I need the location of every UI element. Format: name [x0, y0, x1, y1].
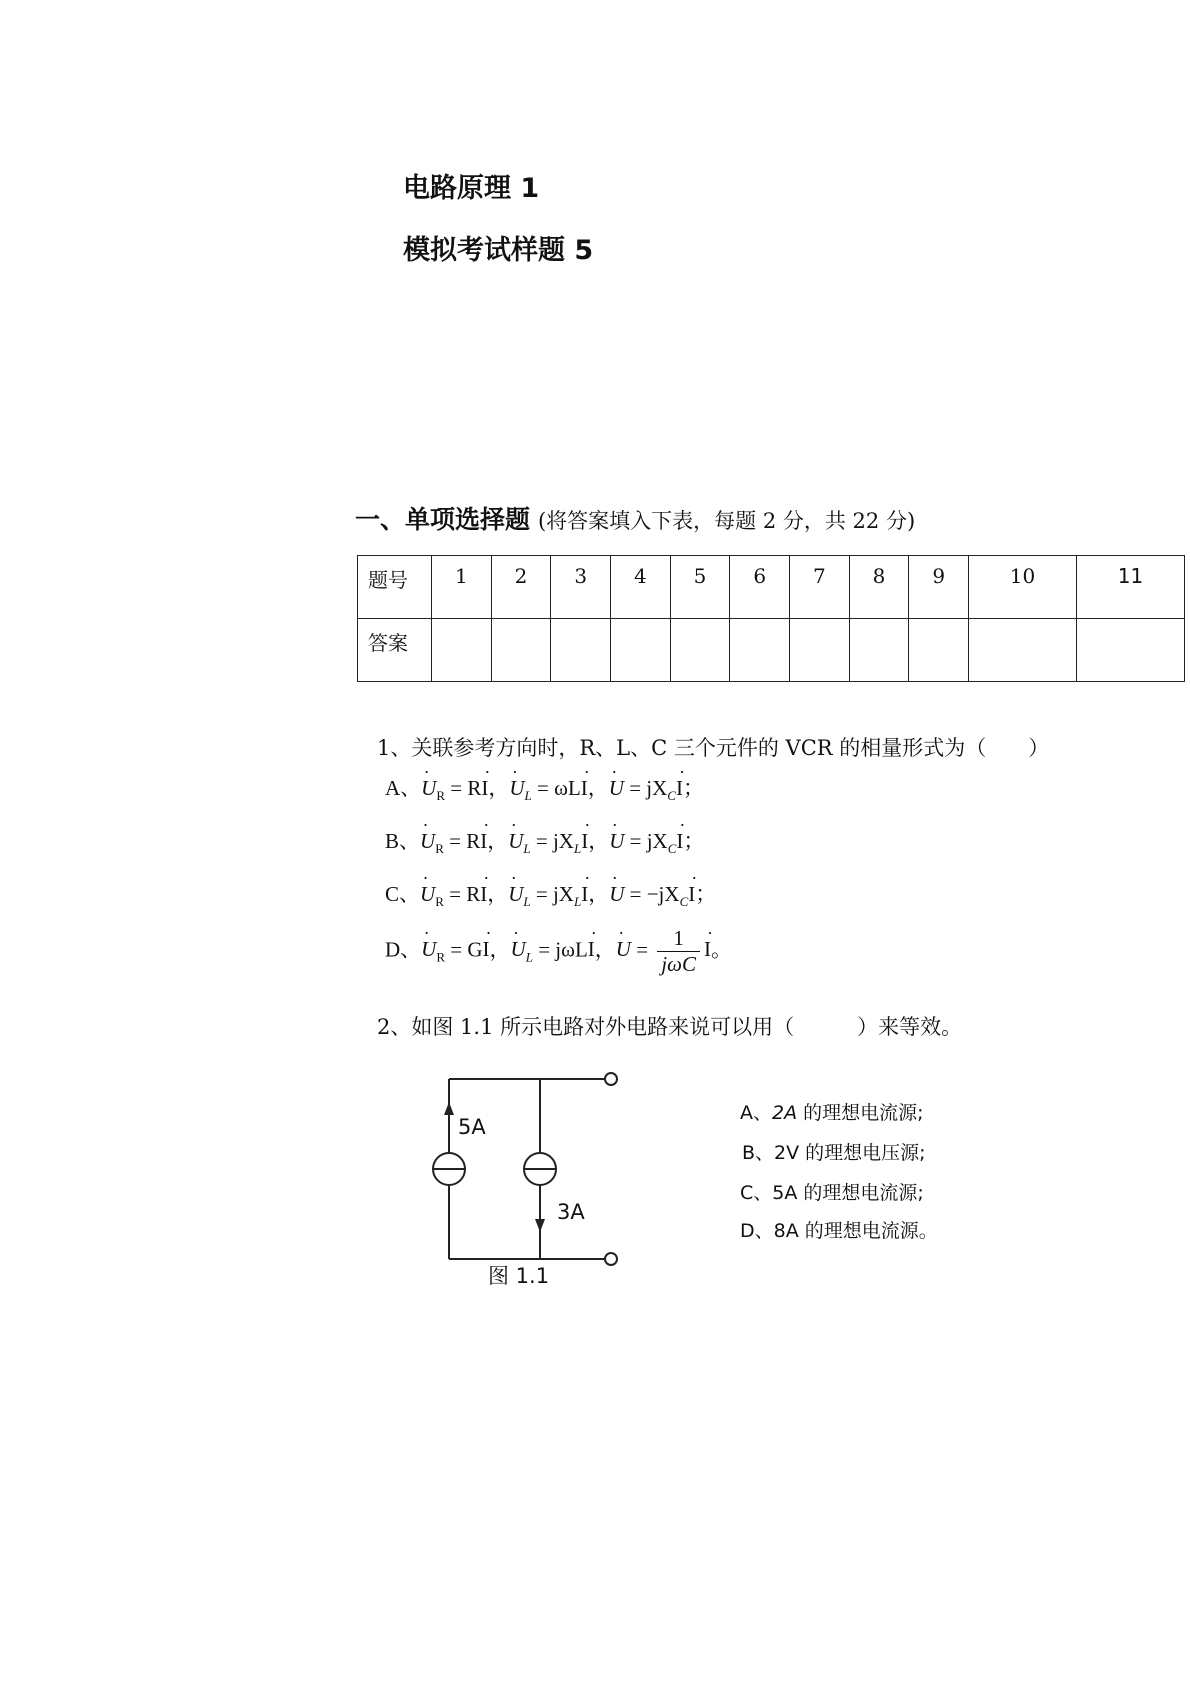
- separator: ，: [588, 829, 610, 853]
- answer-cell[interactable]: [909, 619, 969, 682]
- separator: ，: [594, 937, 616, 962]
- option-prefix: D、: [740, 1220, 774, 1242]
- subscript: L: [523, 841, 531, 856]
- answer-cell[interactable]: [491, 619, 551, 682]
- subscript: C: [667, 841, 677, 856]
- subscript: L: [523, 894, 531, 909]
- separator: ，: [487, 882, 509, 906]
- separator: ，: [489, 937, 511, 962]
- phasor-i: · I: [481, 776, 488, 801]
- answer-cell[interactable]: [432, 619, 492, 682]
- fraction-denominator: jωC: [661, 952, 696, 976]
- question-number-cell: 6: [730, 556, 790, 619]
- subscript: L: [524, 788, 532, 803]
- phasor-i: · I: [676, 829, 683, 854]
- equation-part: = jωL: [532, 937, 588, 962]
- answer-cell[interactable]: [670, 619, 730, 682]
- subscript: R: [436, 788, 446, 803]
- equation-part: = jX: [624, 829, 668, 853]
- phasor-i: · I: [704, 937, 711, 962]
- question-2-stem: 2、如图 1.1 所示电路对外电路来说可以用（ ）来等效。: [377, 1015, 963, 1039]
- answer-cell[interactable]: [969, 619, 1077, 682]
- question-2-option-a: [740, 1098, 924, 1125]
- answer-cell[interactable]: [730, 619, 790, 682]
- question-1-option-d: [385, 926, 732, 977]
- arrow-down-icon: [535, 1219, 545, 1232]
- phasor-u: · U: [420, 882, 435, 907]
- subscript: R: [435, 841, 444, 856]
- subscript: R: [435, 894, 444, 909]
- answer-cell[interactable]: [849, 619, 909, 682]
- separator: ，: [588, 882, 610, 906]
- question-1-option-b: [385, 825, 704, 857]
- terminator: ；: [682, 776, 704, 800]
- question-number-cell: 9: [909, 556, 969, 619]
- phasor-u: · U: [609, 829, 624, 854]
- course-title: 电路原理 1: [403, 173, 540, 204]
- row-label-answer: 答案: [358, 619, 432, 682]
- subscript: C: [667, 788, 676, 803]
- subscript: C: [679, 894, 689, 909]
- option-prefix: B、: [385, 829, 421, 853]
- equation-part: = R: [445, 776, 482, 800]
- question-number-cell: 10: [969, 556, 1077, 619]
- question-number-cell: 2: [491, 556, 551, 619]
- table-row-numbers: [358, 556, 1185, 619]
- equation-part: = ωL: [531, 776, 581, 800]
- equation-part: = jX: [530, 829, 574, 853]
- subscript: R: [436, 949, 446, 965]
- terminator: ；: [683, 829, 705, 853]
- answer-cell[interactable]: [611, 619, 671, 682]
- option-value: 2V: [774, 1142, 800, 1164]
- terminal-top: [605, 1073, 617, 1085]
- phasor-u: · U: [508, 882, 523, 907]
- phasor-u: · U: [421, 776, 436, 801]
- phasor-u: · U: [420, 829, 435, 854]
- row-label-number: 题号: [358, 556, 432, 619]
- equation-part: = R: [443, 882, 481, 906]
- separator: ，: [487, 829, 509, 853]
- phasor-u: · U: [609, 776, 624, 801]
- option-value: 8A: [773, 1220, 799, 1242]
- question-2-option-d: [740, 1216, 938, 1243]
- question-number-cell: 11: [1076, 556, 1184, 619]
- arrow-up-icon: [444, 1102, 454, 1115]
- equation-part: = −jX: [624, 882, 680, 906]
- question-1-option-a: [385, 772, 704, 804]
- option-text: 的理想电流源;: [797, 1182, 924, 1204]
- subscript: L: [525, 949, 533, 965]
- phasor-i: · I: [480, 882, 487, 907]
- phasor-i: · I: [581, 829, 588, 854]
- terminal-bottom: [605, 1253, 617, 1265]
- source1-label: 5A: [458, 1115, 486, 1139]
- equation-part: = R: [443, 829, 481, 853]
- phasor-i: · I: [688, 882, 695, 907]
- question-2-option-c: [740, 1178, 924, 1205]
- option-text: 的理想电流源;: [797, 1102, 924, 1124]
- phasor-u: · U: [616, 937, 631, 962]
- phasor-i: · I: [588, 937, 595, 962]
- phasor-u: · U: [509, 776, 524, 801]
- separator: ，: [488, 776, 510, 800]
- phasor-u: · U: [508, 829, 523, 854]
- question-number-cell: 5: [670, 556, 730, 619]
- option-prefix: A、: [385, 776, 422, 800]
- phasor-i: · I: [581, 776, 588, 801]
- section-heading: [355, 500, 915, 536]
- answer-cell[interactable]: [790, 619, 850, 682]
- fraction: [657, 926, 700, 977]
- question-number-cell: 1: [432, 556, 492, 619]
- table-row-answers: [358, 619, 1185, 682]
- question-1-stem: 1、关联参考方向时，R、L、C 三个元件的 VCR 的相量形式为（ ）: [377, 736, 1050, 760]
- phasor-i: · I: [676, 776, 683, 801]
- separator: ，: [587, 776, 609, 800]
- equation-part: = jX: [530, 882, 574, 906]
- phasor-u: · U: [511, 937, 526, 962]
- exam-title: 模拟考试样题 5: [403, 235, 594, 266]
- phasor-i: · I: [480, 829, 487, 854]
- figure-caption: 图 1.1: [488, 1264, 550, 1288]
- equation-part: = jX: [623, 776, 668, 800]
- phasor-i: · I: [483, 937, 490, 962]
- phasor-u: · U: [609, 882, 624, 907]
- source2-label: 3A: [557, 1200, 585, 1224]
- option-prefix: A、: [740, 1102, 772, 1124]
- answer-table: [357, 555, 1185, 682]
- question-number-cell: 3: [551, 556, 611, 619]
- answer-cell[interactable]: [1076, 619, 1184, 682]
- equation-part: = G: [445, 937, 483, 962]
- fraction-numerator: 1: [657, 926, 700, 952]
- option-prefix: B、: [742, 1142, 775, 1164]
- question-number-cell: 4: [611, 556, 671, 619]
- terminator: 。: [710, 937, 732, 962]
- subscript: L: [573, 894, 582, 909]
- phasor-i: · I: [581, 882, 588, 907]
- option-prefix: D、: [385, 937, 422, 962]
- subscript: L: [573, 841, 582, 856]
- option-text: 的理想电流源。: [798, 1220, 938, 1242]
- terminator: ；: [695, 882, 717, 906]
- option-value: 5A: [772, 1182, 798, 1204]
- equation-part: =: [630, 937, 654, 962]
- option-value: 2A: [772, 1102, 798, 1124]
- section-title: 一、单项选择题: [355, 505, 531, 534]
- option-prefix: C、: [740, 1182, 773, 1204]
- option-prefix: C、: [385, 882, 421, 906]
- phasor-u: · U: [421, 937, 436, 962]
- option-text: 的理想电压源;: [799, 1142, 926, 1164]
- question-1-option-c: [385, 878, 716, 910]
- question-number-cell: 8: [849, 556, 909, 619]
- question-2-option-b: [742, 1138, 926, 1165]
- section-note: (将答案填入下表，每题 2 分，共 22 分): [537, 509, 916, 533]
- question-number-cell: 7: [790, 556, 850, 619]
- answer-cell[interactable]: [551, 619, 611, 682]
